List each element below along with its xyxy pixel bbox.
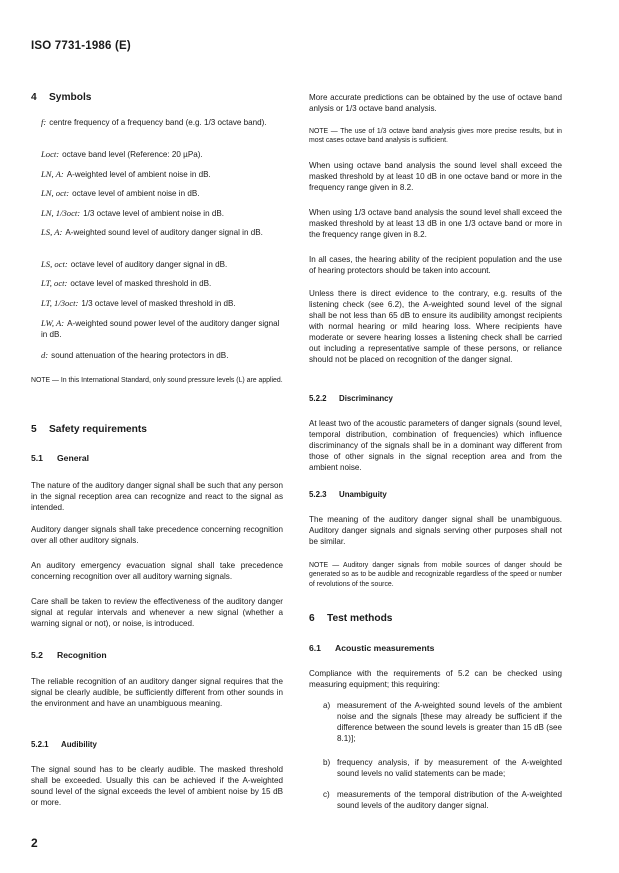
- symbol: LN, 1/3oct:: [41, 208, 81, 218]
- subsection-5-2-1-heading: [31, 740, 97, 749]
- subsection-number: 5.2.3: [309, 490, 327, 499]
- paragraph: Care shall be taken to review the effectiveness of the auditory danger signal at regular intervals and whenever a new signal (whether a warning signal or not), or noise, is introduced.: [31, 597, 283, 628]
- paragraph: The nature of the auditory danger signal shall be such that any person in the signal reception area can recognize and react to the signal as intended.: [31, 481, 283, 512]
- section-4-heading: [31, 92, 91, 103]
- subsection-number: 5.1: [31, 453, 43, 463]
- subsection-number: 5.2.1: [31, 740, 49, 749]
- subsection-5-1-heading: [31, 453, 89, 463]
- symbols-note: NOTE — In this International Standard, only sound pressure levels (L) are applied.: [31, 377, 283, 384]
- symbol-description: A-weighted sound level of auditory danger signal in dB.: [65, 228, 263, 237]
- symbol-description: centre frequency of a frequency band (e.g. 1/3 octave band).: [49, 118, 267, 127]
- list-item: [309, 700, 562, 744]
- symbol-entry: [41, 350, 283, 361]
- symbol-entry: [41, 259, 283, 270]
- paragraph: At least two of the acoustic parameters of danger signals (sound level, temporal distribution, combination of frequencies) which influence discriminancy of the signals shall be in a dominant way different from those of other signals in the signal reception area and from the ambient noise.: [309, 419, 562, 472]
- symbol-description: octave level of ambient noise in dB.: [72, 189, 200, 198]
- subsection-number: 6.1: [309, 643, 321, 653]
- symbol: d:: [41, 350, 49, 360]
- symbol-description: octave level of auditory danger signal in dB.: [70, 260, 228, 269]
- subsection-number: 5.2.2: [309, 394, 327, 403]
- symbol-description: 1/3 octave level of masked threshold in dB.: [81, 299, 236, 308]
- symbol-description: octave level of masked threshold in dB.: [70, 279, 212, 288]
- symbol-entry: [41, 188, 283, 199]
- list-label: b): [323, 758, 331, 767]
- symbol: LS, oct:: [41, 259, 68, 269]
- list-text: frequency analysis, if by measurement of the A-weighted sound levels no valid statements can be made;: [337, 758, 562, 778]
- section-title: Test methods: [327, 613, 393, 624]
- subsection-title: Acoustic measurements: [335, 643, 435, 653]
- symbol: LS, A:: [41, 227, 63, 237]
- symbol-description: octave band level (Reference: 20 µPa).: [62, 150, 203, 159]
- symbol-entry: [41, 117, 283, 128]
- paragraph: Unless there is direct evidence to the contrary, e.g. results of the listening check (see 6.2), the A-weighted sound level of the signal shall be not less than 65 dB to ensure its audibility amongst recipients with normal hearing or mild hearing loss. Where recipients have moderate or severe hearing losses a listening check shall be carried out including a representative sample of these persons, or reliance should not be placed on recognition of the danger signal.: [309, 289, 562, 364]
- subsection-title: Discriminancy: [339, 394, 393, 403]
- symbol-description: 1/3 octave level of ambient noise in dB.: [83, 209, 224, 218]
- symbol-description: A-weighted sound power level of the auditory danger signal in dB.: [41, 319, 280, 339]
- subsection-5-2-2-heading: [309, 394, 393, 403]
- section-number: 4: [31, 92, 37, 103]
- symbol-entry: [41, 227, 283, 238]
- list-text: measurements of the temporal distribution of the A-weighted sound levels of the auditory danger signal.: [337, 790, 562, 810]
- paragraph: More accurate predictions can be obtained by the use of octave band anlysis or 1/3 octave band analysis.: [309, 93, 562, 113]
- document-header: ISO 7731-1986 (E): [31, 40, 131, 52]
- symbol: LW, A:: [41, 318, 65, 328]
- subsection-title: Audibility: [61, 740, 97, 749]
- symbol-description: A-weighted level of ambient noise in dB.: [66, 170, 211, 179]
- list-text: measurement of the A-weighted sound levels of the ambient noise and the signals [these may already be sufficient if the difference between the sound levels is greater than 15 dB (see 8.1)];: [337, 701, 562, 743]
- paragraph: When using octave band analysis the sound level shall exceed the masked threshold by at least 10 dB in one octave band or more in the frequency range given in 8.2.: [309, 161, 562, 192]
- symbol: Loct:: [41, 149, 60, 159]
- paragraph: Auditory danger signals shall take precedence concerning recognition over all other auditory signals.: [31, 525, 283, 545]
- subsection-5-2-3-heading: [309, 490, 387, 499]
- paragraph: An auditory emergency evacuation signal shall take precedence concerning recognition over all auditory warning signals.: [31, 561, 283, 581]
- symbol-entry: [41, 149, 283, 160]
- list-item: [309, 757, 562, 779]
- section-number: 6: [309, 613, 315, 624]
- symbol-description: sound attenuation of the hearing protectors in dB.: [51, 351, 229, 360]
- subsection-6-1-heading: [309, 643, 434, 653]
- page-number: 2: [31, 836, 38, 850]
- list-label: c): [323, 790, 330, 799]
- paragraph: When using 1/3 octave band analysis the sound level shall exceed the masked threshold by at least 13 dB in one 1/3 octave band or more in the frequency range given in 8.2.: [309, 208, 562, 239]
- subsection-title: General: [57, 453, 90, 463]
- list-item: [309, 789, 562, 811]
- section-title: Safety requirements: [49, 424, 147, 435]
- section-5-heading: [31, 424, 147, 435]
- list-label: a): [323, 701, 331, 710]
- symbol-entry: [41, 278, 283, 289]
- symbol: f:: [41, 117, 47, 127]
- paragraph: The signal sound has to be clearly audible. The masked threshold shall be exceeded. Usually this can be achieved if the A-weighted sound level of the signal exceeds the level of ambient noise by 15 dB or more.: [31, 765, 283, 807]
- section-number: 5: [31, 424, 37, 435]
- paragraph: In all cases, the hearing ability of the recipient population and the use of hearing protectors should be taken into account.: [309, 255, 562, 275]
- paragraph: The meaning of the auditory danger signal shall be unambiguous. Auditory danger signals and signals serving other purposes shall not be similar.: [309, 515, 562, 546]
- symbol-entry: [41, 169, 283, 180]
- paragraph: The reliable recognition of an auditory danger signal requires that the signal be clearly audible, be sufficiently different from other sounds in the environment and have an unambiguous meaning.: [31, 677, 283, 708]
- subsection-title: Unambiguity: [339, 490, 387, 499]
- symbol-entry: [41, 318, 283, 340]
- section-title: Symbols: [49, 92, 92, 103]
- unambiguity-note: NOTE — Auditory danger signals from mobile sources of danger should be generated so as to be audible and recognizable regardless of the speed or number of revolutions of the source.: [309, 562, 562, 588]
- symbol: LN, oct:: [41, 188, 70, 198]
- subsection-title: Recognition: [57, 650, 107, 660]
- subsection-5-2-heading: [31, 650, 107, 660]
- subsection-number: 5.2: [31, 650, 43, 660]
- symbol-entry: [41, 208, 283, 219]
- audibility-note: NOTE — The use of 1/3 octave band analysis gives more precise results, but in most cases octave band analysis is sufficient.: [309, 128, 562, 145]
- paragraph: Compliance with the requirements of 5.2 can be checked using measuring equipment; this requiring:: [309, 669, 562, 689]
- symbol: LT, 1/3oct:: [41, 298, 79, 308]
- section-6-heading: [309, 613, 392, 624]
- symbol: LT, oct:: [41, 278, 68, 288]
- symbol-entry: [41, 298, 283, 309]
- symbol: LN, A:: [41, 169, 64, 179]
